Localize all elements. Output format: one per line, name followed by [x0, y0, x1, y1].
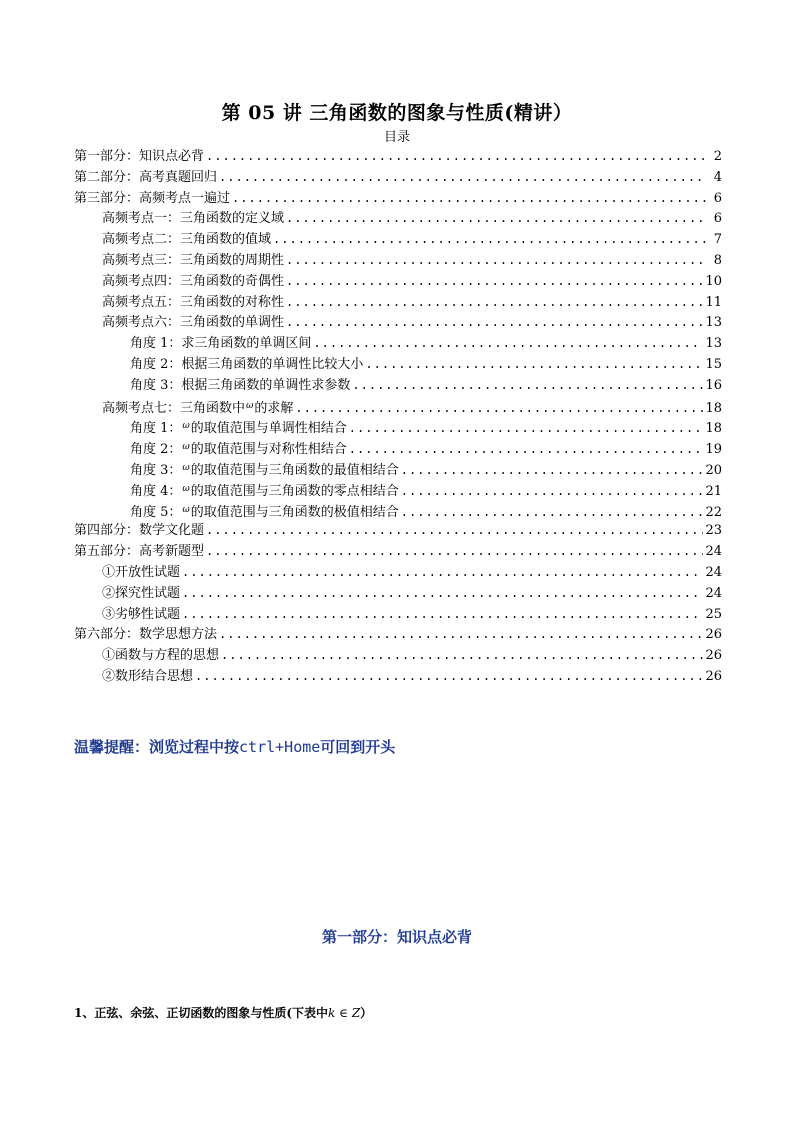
toc-entry[interactable]	[74, 458, 722, 479]
toc-dot-leader	[401, 502, 704, 523]
toc-dot-leader	[206, 146, 706, 167]
toc-dot-leader	[206, 520, 703, 541]
toc-entry[interactable]	[74, 666, 722, 687]
toc-entry-text: 角度 2：根据三角函数的单调性比较大小	[130, 356, 364, 372]
toc-dot-leader	[206, 541, 703, 562]
toc-entry-suffix: 的取值范围与三角函数的极值相结合	[190, 504, 399, 520]
toc-entry-label	[74, 189, 230, 210]
section-heading: 第一部分：知识点必背	[321, 928, 472, 946]
toc-page-number: 23	[705, 523, 722, 539]
toc-page-number: 6	[713, 211, 722, 227]
toc-entry[interactable]	[74, 396, 722, 417]
toc-entry-text: 第五部分：高考新题型	[74, 544, 205, 560]
toc-page-number: 26	[705, 648, 722, 664]
toc-entry[interactable]	[74, 250, 722, 271]
toc-entry-label	[130, 334, 311, 355]
toc-entry-text: 高频考点七：三角函数中	[102, 400, 246, 416]
item-heading-text: 1、正弦、余弦、正切函数的图象与性质(下表中	[74, 1006, 329, 1020]
toc-entry-text: 高频考点三：三角函数的周期性	[102, 252, 285, 268]
toc-entry-text: 高频考点四：三角函数的奇偶性	[102, 273, 285, 289]
toc-entry[interactable]	[74, 562, 722, 583]
toc-dot-leader	[182, 583, 703, 604]
toc-dot-leader	[219, 624, 703, 645]
toc-entry-text: 角度 5：	[130, 504, 182, 520]
toc-entry-label	[130, 355, 363, 376]
reminder-note	[74, 736, 395, 757]
toc-page-number: 19	[705, 442, 722, 458]
toc-entry[interactable]	[74, 416, 722, 437]
toc-entry[interactable]	[74, 333, 722, 354]
item-heading	[74, 1004, 372, 1021]
toc-entry-suffix: 的取值范围与三角函数的最值相结合	[190, 462, 399, 478]
omega-symbol: ω	[182, 462, 190, 473]
toc-page-number: 8	[713, 252, 722, 268]
toc-dot-leader	[313, 333, 703, 354]
toc-dot-leader	[182, 562, 703, 583]
toc-entry-text: 角度 4：	[130, 483, 182, 499]
toc-entry[interactable]	[74, 645, 722, 666]
document-title: 第 05 讲 三角函数的图象与性质(精讲）	[221, 102, 573, 124]
toc-entry[interactable]	[74, 146, 722, 167]
toc-entry-text: ①函数与方程的思想	[102, 648, 220, 664]
toc-entry-label	[102, 209, 284, 230]
toc-entry-text: 第一部分：知识点必背	[74, 149, 205, 164]
toc-dot-leader	[286, 271, 703, 292]
toc-dot-leader	[349, 418, 704, 439]
toc-entry-suffix: 的取值范围与对称性相结合	[190, 442, 347, 458]
toc-page-number: 4	[713, 169, 722, 185]
toc-entry-text: 高频考点二：三角函数的值域	[102, 232, 272, 248]
toc-entry-text: 角度 1：求三角函数的单调区间	[130, 336, 312, 352]
toc-entry[interactable]	[74, 583, 722, 604]
toc-entry-text: ②探究性试题	[102, 585, 181, 601]
toc-entry-label	[74, 147, 204, 168]
toc-dot-leader	[365, 354, 703, 375]
toc-entry-text: 第六部分：数学思想方法	[74, 627, 218, 643]
toc-dot-leader	[182, 604, 703, 625]
toc-entry-label	[102, 251, 284, 272]
toc-page-number: 18	[705, 421, 722, 437]
toc-dot-leader	[286, 250, 706, 271]
toc-entry-text: 高频考点五：三角函数的对称性	[102, 294, 285, 310]
toc-dot-leader	[352, 375, 703, 396]
toc-entry-label	[102, 230, 271, 251]
toc-page-number: 15	[705, 356, 722, 372]
toc-entry[interactable]	[74, 604, 722, 625]
toc-page-number: 13	[705, 315, 722, 331]
toc-entry-text: 第四部分：数学文化题	[74, 523, 205, 539]
toc-page-number: 13	[705, 336, 722, 352]
toc-entry-label	[130, 376, 350, 397]
toc-entry[interactable]	[74, 520, 722, 541]
toc-dot-leader	[286, 208, 706, 229]
toc-heading: 目录	[383, 130, 410, 145]
table-of-contents	[74, 146, 722, 687]
toc-entry-suffix: 的取值范围与三角函数的零点相结合	[190, 483, 399, 499]
toc-entry-text: ②数形结合思想	[102, 668, 194, 684]
toc-page-number: 18	[705, 400, 722, 416]
toc-page-number: 24	[705, 544, 722, 560]
toc-entry[interactable]	[74, 188, 722, 209]
toc-dot-leader	[349, 439, 704, 460]
toc-entry-label	[102, 605, 180, 626]
toc-page-number: 26	[705, 668, 722, 684]
toc-page-number: 22	[705, 504, 722, 520]
toc-entry[interactable]	[74, 437, 722, 458]
item-heading-close: ）	[360, 1006, 373, 1020]
toc-entry-text: 角度 3：根据三角函数的单调性求参数	[130, 377, 351, 393]
toc-page-number: 2	[713, 149, 722, 164]
toc-entry[interactable]	[74, 271, 722, 292]
toc-entry-label	[74, 168, 217, 189]
toc-page-number: 11	[705, 294, 722, 310]
toc-entry-text: 角度 2：	[130, 442, 182, 458]
omega-symbol: ω	[182, 504, 190, 515]
toc-entry-label	[102, 646, 219, 667]
toc-page-number: 24	[705, 564, 722, 580]
toc-entry-suffix: 的取值范围与单调性相结合	[190, 421, 347, 437]
omega-symbol: ω	[182, 442, 190, 453]
toc-page-number: 24	[705, 585, 722, 601]
toc-entry-text: ③劣够性试题	[102, 606, 181, 622]
toc-entry-text: 高频考点一：三角函数的定义域	[102, 211, 285, 227]
toc-page-number: 7	[713, 232, 722, 248]
reminder-suffix: 可回到开头	[320, 738, 396, 756]
toc-dot-leader	[286, 312, 703, 333]
toc-dot-leader	[401, 460, 704, 481]
toc-entry[interactable]	[74, 208, 722, 229]
toc-entry-label	[102, 293, 284, 314]
omega-symbol: ω	[182, 483, 190, 494]
toc-dot-leader	[232, 188, 706, 209]
toc-entry-suffix: 的求解	[254, 400, 294, 416]
reminder-keys: ctrl+Home	[239, 738, 321, 756]
toc-dot-leader	[221, 645, 703, 666]
reminder-prefix: 温馨提醒：浏览过程中按	[74, 738, 240, 756]
toc-page-number: 6	[713, 190, 722, 206]
toc-page-number: 25	[705, 606, 722, 622]
toc-entry-text: 第三部分：高频考点一遍过	[74, 190, 231, 206]
omega-symbol: ω	[246, 400, 254, 411]
omega-symbol: ω	[182, 421, 190, 432]
toc-page-number: 10	[705, 273, 722, 289]
toc-entry[interactable]	[74, 375, 722, 396]
toc-entry-label	[74, 521, 204, 542]
toc-dot-leader	[286, 292, 703, 313]
toc-entry[interactable]	[74, 354, 722, 375]
toc-entry-label	[74, 625, 217, 646]
toc-entry-text: ①开放性试题	[102, 564, 181, 580]
toc-entry[interactable]	[74, 312, 722, 333]
toc-entry-text: 角度 3：	[130, 462, 182, 478]
toc-entry[interactable]	[74, 541, 722, 562]
toc-dot-leader	[273, 229, 706, 250]
toc-entry-label	[102, 667, 193, 688]
toc-entry[interactable]	[74, 479, 722, 500]
toc-entry[interactable]	[74, 167, 722, 188]
toc-entry[interactable]	[74, 229, 722, 250]
toc-page-number: 20	[705, 462, 722, 478]
toc-entry-label	[102, 272, 284, 293]
item-heading-math: k ∈ Z	[328, 1006, 361, 1020]
toc-entry[interactable]	[74, 624, 722, 645]
toc-entry-label	[74, 542, 204, 563]
toc-entry-text: 高频考点六：三角函数的单调性	[102, 315, 285, 331]
toc-entry-label	[102, 584, 180, 605]
toc-dot-leader	[401, 481, 704, 502]
toc-entry[interactable]	[74, 292, 722, 313]
toc-entry-text: 第二部分：高考真题回归	[74, 169, 218, 185]
toc-dot-leader	[195, 666, 703, 687]
toc-dot-leader	[219, 167, 706, 188]
toc-entry[interactable]	[74, 500, 722, 521]
toc-page-number: 26	[705, 627, 722, 643]
toc-page-number: 21	[705, 483, 722, 499]
toc-entry-text: 角度 1：	[130, 421, 182, 437]
toc-page-number: 16	[705, 377, 722, 393]
toc-entry-label	[102, 313, 284, 334]
toc-dot-leader	[295, 398, 703, 419]
toc-entry-label	[102, 563, 180, 584]
